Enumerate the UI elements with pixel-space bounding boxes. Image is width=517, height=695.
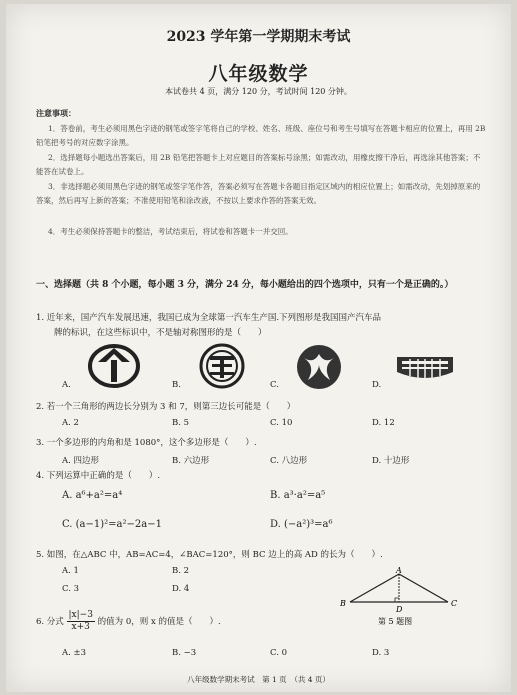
- q4-option-d: D. (−a²)³=a⁶: [270, 519, 333, 530]
- q6-option-a: A. ±3: [62, 648, 87, 658]
- figure-label-a: A: [396, 566, 402, 575]
- q6-stem-suffix: 的值为 0，则 x 的值是（ ）.: [97, 617, 221, 627]
- q2-stem: 2. 若一个三角形的两边长分别为 3 和 7，则第三边长可能是（ ）: [36, 402, 296, 412]
- q1-option-b: B.: [172, 380, 181, 390]
- q1-option-a: A.: [62, 380, 71, 390]
- exam-paper: [6, 4, 511, 692]
- q6-frac-numerator: |x|−3: [68, 610, 93, 620]
- q1-option-c: C.: [270, 380, 279, 390]
- q5-option-c: C. 3: [62, 584, 80, 594]
- q6-fraction: [67, 610, 95, 633]
- q2-option-d: D. 12: [372, 418, 395, 428]
- q6-option-c: C. 0: [270, 648, 288, 658]
- q4-option-a: A. a⁶+a²=a⁴: [62, 490, 123, 501]
- q2-option-a: A. 2: [62, 418, 79, 428]
- q1-option-d: D.: [372, 380, 382, 390]
- q6-option-d: D. 3: [372, 648, 390, 658]
- q3-option-c: C. 八边形: [270, 456, 308, 466]
- geely-logo-icon: [394, 354, 456, 384]
- notes-heading: 注意事项：: [36, 108, 76, 118]
- figure-caption: 第 5 题图: [378, 617, 413, 626]
- q2-option-b: B. 5: [172, 418, 190, 428]
- q5-option-a: A. 1: [62, 566, 79, 576]
- q5-option-d: D. 4: [172, 584, 190, 594]
- note-item-1: 1．答卷前，考生必须用黑色字迹的钢笔或签字笔将自己的学校、姓名、班级、座位号和考生号填写在答题卡相应的位置上，再用 2B 铅笔把考号的对应数字涂黑。: [36, 124, 486, 147]
- q4-stem: 4. 下列运算中正确的是（ ）.: [36, 471, 161, 481]
- exam-year-title: 2023 学年第一学期期末考试: [166, 29, 351, 45]
- q6-stem: [36, 610, 221, 633]
- q3-option-d: D. 十边形: [372, 456, 410, 466]
- q4-option-c: C. (a−1)²=a²−2a−1: [62, 519, 162, 530]
- q1-stem-line1: 1. 近年来，国产汽车发展迅速，我国已成为全球第一汽车生产国.下列图形是我国国产汽车品: [36, 313, 382, 323]
- q3-option-b: B. 六边形: [172, 456, 210, 466]
- triangle-figure: [336, 566, 466, 626]
- figure-label-c: C: [451, 599, 458, 608]
- section-1-title: 一、选择题（共 8 个小题，每小题 3 分，满分 24 分，每小题给出的四个选项中，只有一个是正确的。）: [36, 280, 454, 290]
- subject-title: 八年级数学: [208, 63, 309, 85]
- brilliance-logo-icon: [194, 342, 250, 390]
- exam-info: 本试卷共 4 页，满分 120 分，考试时间 120 分钟。: [165, 87, 352, 96]
- figure-label-b: B: [340, 599, 346, 608]
- q6-frac-denominator: x+3: [71, 622, 90, 632]
- q5-stem: 5. 如图，在△ABC 中，AB=AC=4，∠BAC=120°，则 BC 边上的高 AD 的长为（ ）.: [36, 550, 383, 560]
- q6-stem-prefix: 6. 分式: [36, 617, 64, 627]
- q2-option-c: C. 10: [270, 418, 293, 428]
- page-footer: 八年级数学期末考试 第 1 页 （共 4 页）: [187, 675, 330, 684]
- note-item-3: 3．非选择题必须用黑色字迹的钢笔或签字笔作答，答案必须写在答题卡各题目指定区域内的相应位置上；如需改动，先划掉原来的答案，然后再写上新的答案；不准使用铅笔和涂改液，不按以上要求作答的答案无效。: [36, 182, 481, 205]
- q4-option-b: B. a³·a²=a⁵: [270, 490, 326, 501]
- changan-logo-icon: [84, 342, 144, 390]
- figure-label-d: D: [396, 605, 403, 614]
- dongfeng-logo-icon: [294, 342, 344, 392]
- note-item-2: 2．选择题每小题选出答案后，用 2B 铅笔把答题卡上对应题目的答案标号涂黑；如需改动，用橡皮擦干净后，再选涂其他答案；不能答在试卷上。: [36, 153, 481, 176]
- q1-stem-line2: 牌的标识，在这些标识中，不是轴对称图形的是（ ）: [54, 328, 267, 338]
- q6-option-b: B. −3: [172, 648, 197, 658]
- note-item-4: 4．考生必须保持答题卡的整洁，考试结束后，将试卷和答题卡一并交回。: [48, 227, 293, 236]
- q3-stem: 3. 一个多边形的内角和是 1080°，这个多边形是（ ）.: [36, 438, 257, 448]
- q3-option-a: A. 四边形: [62, 456, 100, 466]
- q5-option-b: B. 2: [172, 566, 190, 576]
